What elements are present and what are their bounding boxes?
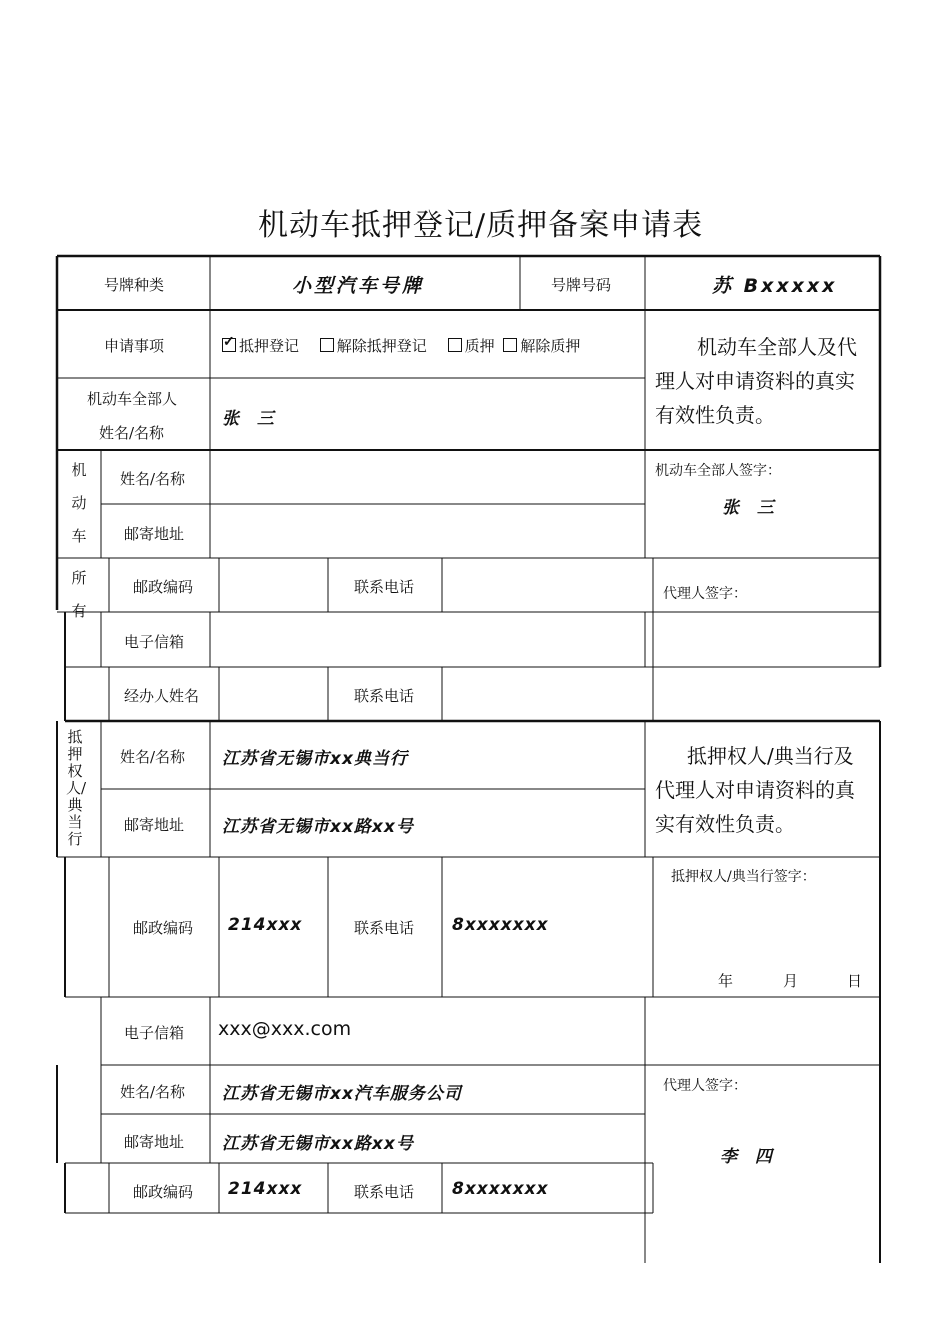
owner-label-line1: 机动车全部人 (87, 390, 178, 408)
owner-sign-label: 机动车全部人签字： (655, 463, 781, 479)
mortgagee-side-label: 抵押权人/典当行 (66, 728, 87, 848)
owner-signature[interactable]: 张 三 (722, 498, 780, 518)
owner-name-value[interactable]: 张 三 (222, 409, 280, 429)
page-title: 机动车抵押登记/质押备案申请表 (258, 208, 704, 243)
option-release-mortgage[interactable]: 解除抵押登记 (320, 337, 427, 355)
date-day: 日 (847, 972, 863, 990)
plate-number-value[interactable]: 苏 Bxxxxx (712, 275, 838, 297)
owner-label-line2: 姓名/名称 (99, 424, 165, 442)
mortgagee-address-label: 邮寄地址 (124, 816, 185, 834)
handler-phone-label: 联系电话 (354, 687, 415, 705)
owner-email-label: 电子信箱 (124, 633, 185, 651)
option-release-pledge[interactable]: 解除质押 (503, 337, 580, 355)
checkbox-icon[interactable] (448, 338, 462, 352)
agent-postcode-label: 邮政编码 (133, 1183, 194, 1201)
owner-responsibility-note: 机动车全部人及代理人对申请资料的真实有效性负责。 (655, 335, 857, 427)
agent-postcode-value[interactable]: 214xxx (228, 1179, 303, 1199)
agent-phone-label: 联系电话 (354, 1183, 415, 1201)
plate-type-label: 号牌种类 (104, 276, 165, 294)
owner-section-side-label-cont: 所 有 (71, 569, 87, 620)
checkbox-icon[interactable] (503, 338, 517, 352)
handler-name-label: 经办人姓名 (124, 687, 200, 705)
owner-address-label: 邮寄地址 (124, 525, 185, 543)
mortgagee-postcode-label: 邮政编码 (133, 919, 194, 937)
option-pledge[interactable]: 质押 (448, 337, 495, 355)
mortgagee-phone-label: 联系电话 (354, 919, 415, 937)
plate-number-label: 号牌号码 (551, 276, 612, 294)
agent-address-value[interactable]: 江苏省无锡市xx路xx号 (222, 1134, 414, 1154)
mortgagee-address-value[interactable]: 江苏省无锡市xx路xx号 (222, 817, 414, 837)
owner-postcode-label: 邮政编码 (133, 578, 194, 596)
application-options (222, 335, 580, 356)
mortgagee-name-label: 姓名/名称 (120, 748, 186, 766)
agent-address-label: 邮寄地址 (124, 1133, 185, 1151)
owner-phone-label: 联系电话 (354, 578, 415, 596)
plate-type-value[interactable]: 小型汽车号牌 (292, 275, 425, 297)
date-year: 年 (718, 972, 734, 990)
application-label: 申请事项 (104, 337, 165, 355)
agent-signature[interactable]: 李 四 (720, 1147, 778, 1167)
mortgagee-phone-value[interactable]: 8xxxxxxx (452, 915, 549, 935)
owner-agent-sign-label: 代理人签字： (663, 586, 747, 602)
agent-name-value[interactable]: 江苏省无锡市xx汽车服务公司 (222, 1084, 462, 1104)
mortgagee-postcode-value[interactable]: 214xxx (228, 915, 303, 935)
agent-name-label: 姓名/名称 (120, 1083, 186, 1101)
agent-phone-value[interactable]: 8xxxxxxx (452, 1179, 549, 1199)
checkbox-icon[interactable] (320, 338, 334, 352)
mortgagee-email-value[interactable]: xxx@xxx.com (218, 1018, 352, 1040)
owner-name-label: 姓名/名称 (120, 470, 186, 488)
mortgagee-email-label: 电子信箱 (124, 1024, 185, 1042)
mortgagee-responsibility-note: 抵押权人/典当行及代理人对申请资料的真实有效性负责。 (655, 744, 855, 836)
mortgagee-sign-label: 抵押权人/典当行签字： (671, 869, 816, 885)
agent-sign-label: 代理人签字： (663, 1078, 747, 1094)
mortgagee-name-value[interactable]: 江苏省无锡市xx典当行 (222, 749, 408, 769)
checkbox-checked-icon[interactable] (222, 338, 236, 352)
option-mortgage[interactable]: ✓ 抵押登记 (222, 337, 299, 355)
owner-section-side-label: 机 动 车 (71, 461, 87, 545)
date-month: 月 (783, 972, 799, 990)
